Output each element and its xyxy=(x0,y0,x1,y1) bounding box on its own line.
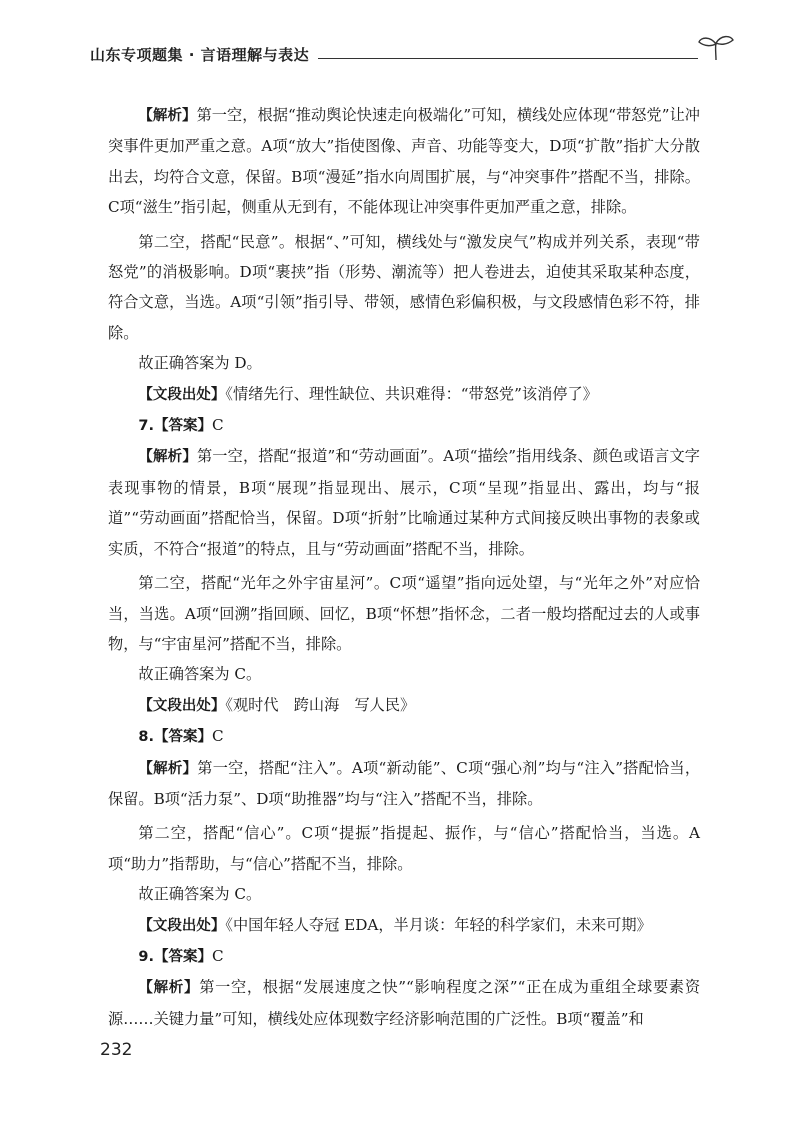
answer-value: C xyxy=(212,946,224,965)
source-label: 【文段出处】 xyxy=(138,386,226,403)
header-rule xyxy=(318,58,698,59)
answer-label: 9.【答案】 xyxy=(138,948,212,965)
paragraph-text: 第一空，根据“推动舆论快速走向极端化”可知，横线处应体现“带怒党”让冲突事件更加严重之意。A项“放大”指使图像、声音、功能等变大，D项“扩散”指扩大分散出去，均符合文意，保留。B项“漫延”指水向周围扩展，与“冲突事件”搭配不当，排除。C项“滋生”指引起，侧重从无到有，不能体现让冲突事件更加严重之意，排除。 xyxy=(108,106,700,217)
source-label: 【文段出处】 xyxy=(138,697,226,714)
analysis-paragraph xyxy=(108,753,700,815)
analysis-label: 【解析】 xyxy=(138,760,198,777)
paragraph-text: 第一空，根据“发展速度之快”“影响程度之深”“正在成为重组全球要素资源……关键力量”可知，横线处应体现数字经济影响范围的广泛性。B项“覆盖”和 xyxy=(108,978,701,1028)
paragraph-text: 第二空，搭配“民意”。根据“、”可知，横线处与“激发戾气”构成并列关系，表现“带怒党”的消极影响。D项“裹挟”指（形势、潮流等）把人卷进去，迫使其采取某种态度，符合文意，当选。A项“引领”指引导、带领，感情色彩偏积极，与文段感情色彩不符，排除。 xyxy=(108,232,700,342)
answer-label: 7.【答案】 xyxy=(138,418,212,435)
source-label: 【文段出处】 xyxy=(138,917,226,934)
paragraph-text: 第一空，搭配“注入”。A项“新动能”、C项“强心剂”均与“注入”搭配恰当，保留。B项“活力泵”、D项“助推器”均与“注入”搭配不当，排除。 xyxy=(108,758,701,808)
analysis-paragraph xyxy=(108,568,700,659)
analysis-label: 【解析】 xyxy=(138,108,197,124)
answer-explanations xyxy=(108,100,700,1034)
analysis-label: 【解析】 xyxy=(138,449,197,466)
answer-line xyxy=(108,941,700,972)
source-text: 《情绪先行、理性缺位、共识难得：“带怒党”该消停了》 xyxy=(225,384,598,403)
paragraph-text: 故正确答案为 D。 xyxy=(138,354,262,373)
paragraph-text: 第二空，搭配“光年之外宇宙星河”。C项“遥望”指向远处望，与“光年之外”对应恰当，当选。A项“回溯”指回顾、回忆，B项“怀想”指怀念，二者一般均搭配过去的人或事物，与“宇宙星河”搭配不当，排除。 xyxy=(108,574,700,653)
source-text: 《观时代 跨山海 写人民》 xyxy=(225,695,416,714)
source-line xyxy=(108,690,700,721)
answer-value: C xyxy=(212,727,224,746)
answer-value: C xyxy=(212,416,224,435)
analysis-paragraph xyxy=(108,818,700,879)
analysis-paragraph xyxy=(108,972,700,1034)
paragraph-text: 第一空，搭配“报道”和“劳动画面”。A项“描绘”指用线条、颜色或语言文字表现事物的情景，B项“展现”指显现出、展示，C项“呈现”指显出、露出，均与“报道”“劳动画面”搭配恰当，保留。D项“折射”比喻通过某种方式间接反映出事物的表象或实质，不符合“报道”的特点，且与“劳动画面”搭配不当，排除。 xyxy=(108,447,700,558)
source-line xyxy=(108,379,700,410)
answer-line xyxy=(108,721,700,752)
running-title: 山东专项题集 · 言语理解与表达 xyxy=(90,46,310,64)
paragraph-text: 故正确答案为 C。 xyxy=(138,665,262,684)
source-line xyxy=(108,910,700,941)
analysis-paragraph xyxy=(108,441,700,564)
paragraph-text: 第二空，搭配“信心”。C项“提振”指提起、振作，与“信心”搭配恰当，当选。A项“助力”指帮助，与“信心”搭配不当，排除。 xyxy=(108,824,700,873)
analysis-paragraph xyxy=(108,227,700,349)
analysis-paragraph xyxy=(108,100,700,223)
conclusion-line xyxy=(108,659,700,689)
page-header xyxy=(86,38,736,68)
source-text: 《中国年轻人夺冠 EDA，半月谈：年轻的科学家们，未来可期》 xyxy=(225,915,652,934)
conclusion-line xyxy=(108,879,700,909)
page-number: 232 xyxy=(100,1040,133,1060)
analysis-label: 【解析】 xyxy=(138,980,200,997)
paragraph-text: 故正确答案为 C。 xyxy=(138,885,262,904)
sprout-icon xyxy=(696,34,736,62)
answer-line xyxy=(108,410,700,441)
answer-label: 8.【答案】 xyxy=(138,729,212,746)
conclusion-line xyxy=(108,348,700,378)
